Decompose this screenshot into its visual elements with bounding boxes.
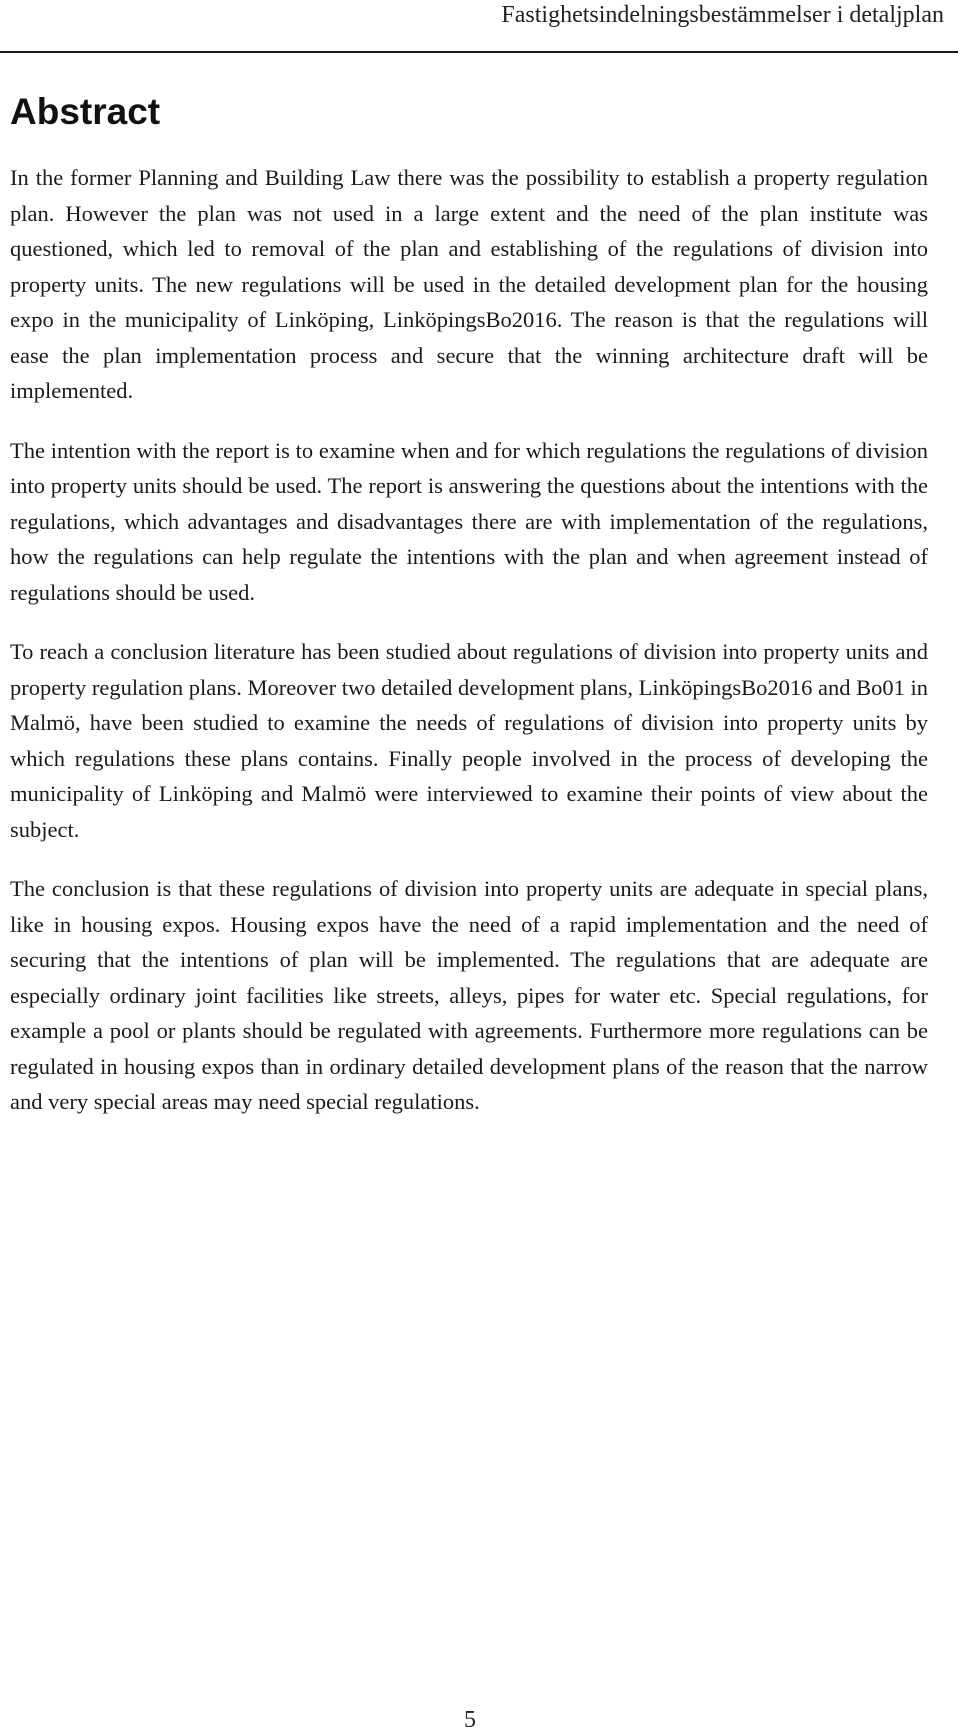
header-rule xyxy=(0,51,958,53)
abstract-paragraph-4: The conclusion is that these regulations of division into property units are adequate in special plans, like in housing expos. Housing expos have the need of a rapid implementation and the need of securing that the intentions of plan will be implemented. The regulations that are adequate are especially ordinary joint facilities like streets, alleys, pipes for water etc. Special regulations, for example a pool or plants should be regulated with agreements. Furthermore more regulations can be regulated in housing expos than in ordinary detailed development plans of the reason that the narrow and very special areas may need special regulations. xyxy=(10,876,928,1114)
abstract-section xyxy=(10,88,928,1144)
running-header: Fastighetsindelningsbestämmelser i detaljplan xyxy=(501,2,944,28)
abstract-paragraph-3: To reach a conclusion literature has been studied about regulations of division into property units and property regulation plans. Moreover two detailed development plans, LinköpingsBo2016 and Bo01 in Malmö, have been studied to examine the needs of regulations of division into property units by which regulations these plans contains. Finally people involved in the process of developing the municipality of Linköping and Malmö were interviewed to examine their points of view about the subject. xyxy=(10,639,928,842)
abstract-heading: Abstract xyxy=(10,91,161,132)
abstract-paragraph-2: The intention with the report is to examine when and for which regulations the regulations of division into property units should be used. The report is answering the questions about the intentions with the regulations, which advantages and disadvantages there are with implementation of the regulations, how the regulations can help regulate the intentions with the plan and when agreement instead of regulations should be used. xyxy=(10,437,928,605)
abstract-paragraph-1: In the former Planning and Building Law there was the possibility to establish a property regulation plan. However the plan was not used in a large extent and the need of the plan institute was questioned, which led to removal of the plan and establishing of the regulations of division into property units. The new regulations will be used in the detailed development plan for the housing expo in the municipality of Linköping, LinköpingsBo2016. The reason is that the regulations will ease the plan implementation process and secure that the winning architecture draft will be implemented. xyxy=(10,165,928,403)
page-number: 5 xyxy=(464,1707,476,1733)
